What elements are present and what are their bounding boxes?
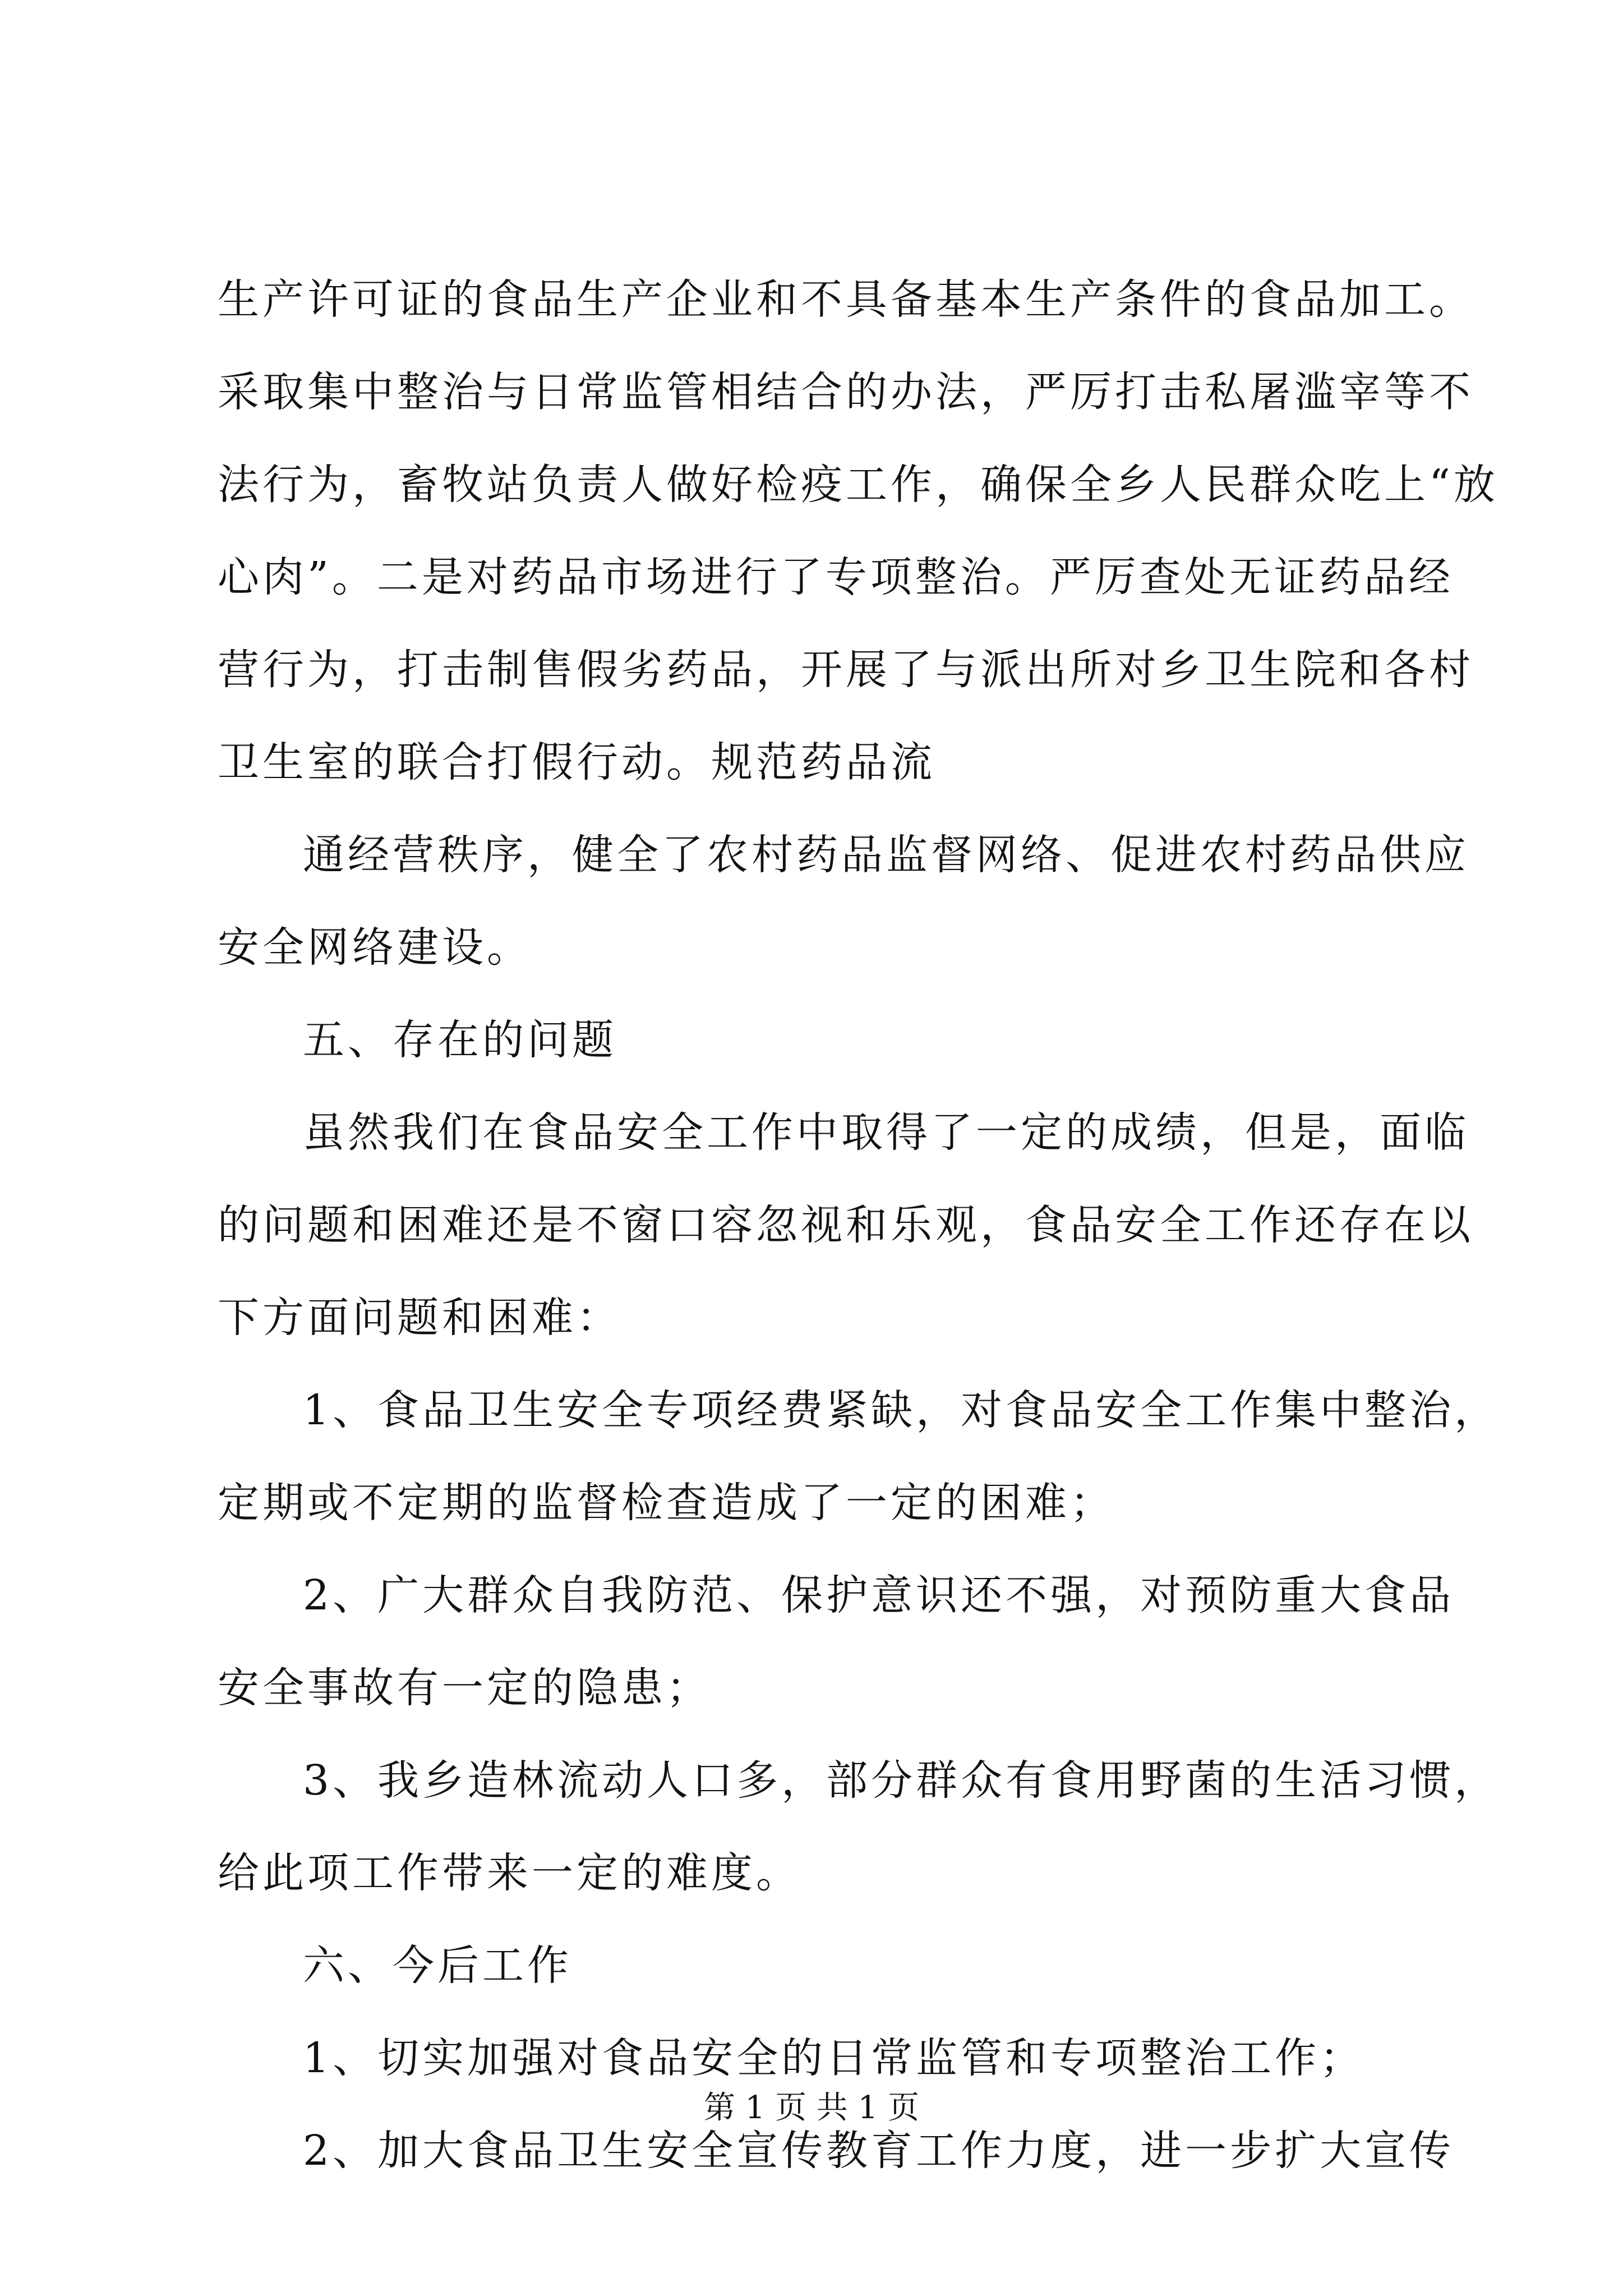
text-line: 的问题和困难还是不窗口容忽视和乐观，食品安全工作还存在以 bbox=[218, 1201, 1474, 1249]
list-item-line: 2、加大食品卫生安全宣传教育工作力度，进一步扩大宣传 bbox=[303, 2127, 1455, 2175]
text-line: 采取集中整治与日常监管相结合的办法，严厉打击私屠滥宰等不 bbox=[218, 368, 1474, 416]
section-heading: 六、今后工作 bbox=[303, 1941, 572, 1990]
text-line: 营行为，打击制售假劣药品，开展了与派出所对乡卫生院和各村 bbox=[218, 646, 1474, 694]
text-line: 卫生室的联合打假行动。规范药品流 bbox=[218, 738, 935, 786]
paragraph-start-line: 通经营秩序，健全了农村药品监督网络、促进农村药品供应 bbox=[303, 831, 1469, 879]
list-item-line: 3、我乡造林流动人口多，部分群众有食用野菌的生活习惯， bbox=[303, 1756, 1500, 1805]
text-line: 心肉”。二是对药品市场进行了专项整治。严厉查处无证药品经 bbox=[218, 553, 1454, 601]
section-heading: 五、存在的问题 bbox=[303, 1016, 617, 1064]
paragraph-start-line: 虽然我们在食品安全工作中取得了一定的成绩，但是，面临 bbox=[303, 1108, 1469, 1157]
text-line: 生产许可证的食品生产企业和不具备基本生产条件的食品加工。 bbox=[218, 275, 1474, 324]
document-body bbox=[218, 254, 1500, 2197]
list-item-line: 1、食品卫生安全专项经费紧缺，对食品安全工作集中整治， bbox=[303, 1386, 1500, 1434]
text-line: 下方面问题和困难： bbox=[218, 1294, 621, 1342]
text-line: 安全网络建设。 bbox=[218, 923, 532, 972]
text-line: 给此项工作带来一定的难度。 bbox=[218, 1849, 801, 1897]
text-line: 安全事故有一定的隐患； bbox=[218, 1664, 711, 1712]
text-line: 定期或不定期的监督检查造成了一定的困难； bbox=[218, 1479, 1115, 1527]
page-footer: 第 1 页 共 1 页 bbox=[703, 2090, 920, 2126]
list-item-line: 2、广大群众自我防范、保护意识还不强，对预防重大食品 bbox=[303, 1571, 1455, 1619]
list-item-line: 1、切实加强对食品安全的日常监管和专项整治工作； bbox=[303, 2034, 1365, 2082]
text-line: 法行为，畜牧站负责人做好检疫工作，确保全乡人民群众吃上“放 bbox=[218, 461, 1498, 509]
